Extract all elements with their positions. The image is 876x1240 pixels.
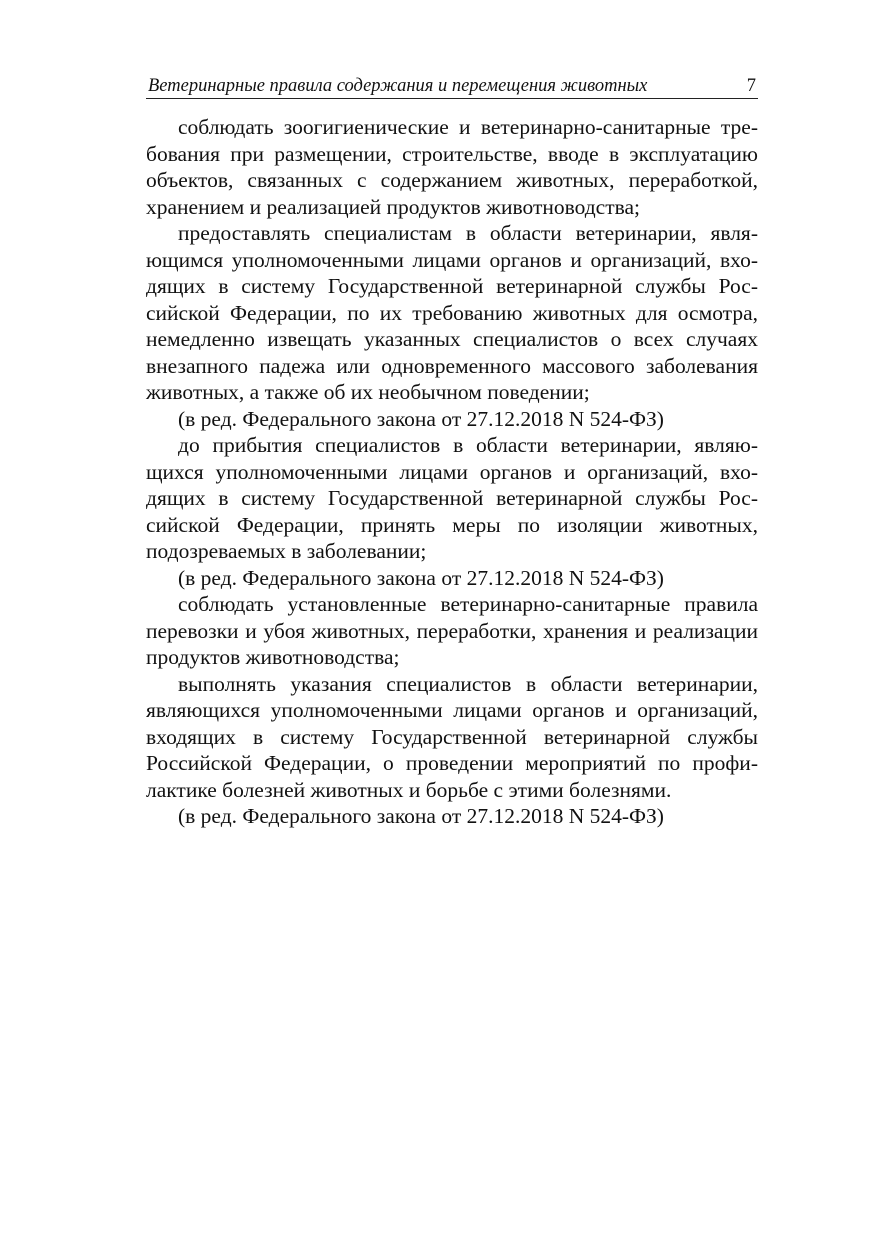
- paragraph-amendment-note: (в ред. Федерального закона от 27.12.2018 N 524-ФЗ): [178, 406, 664, 431]
- running-header: [146, 72, 758, 99]
- paragraph-sanitary-requirements: соблюдать зоогигиенические и ветеринарно-санитарные требования при размещении, строительстве, вводе в эксплуатацию объектов, связанных с содержанием животных, переработкой, хранением и реализацией продуктов животноводства;: [146, 115, 758, 219]
- paragraph-amendment-note: (в ред. Федерального закона от 27.12.2018 N 524-ФЗ): [178, 565, 664, 590]
- paragraph-amendment-note: (в ред. Федерального закона от 27.12.2018 N 524-ФЗ): [178, 804, 664, 828]
- paragraph-transport-slaughter-rules: соблюдать установленные ветеринарно-санитарные правила перевозки и убоя животных, переработки, хранения и реализации продуктов животноводства;: [146, 592, 758, 669]
- paragraph-provide-animals-inspection: предоставлять специалистам в области ветеринарии, являющимся уполномоченными лицами органов и организаций, входящих в систему Государственной ветеринарной службы Российской Федерации, по их требованию животных для осмотра, немедленно извещать указанных специалистов о всех случаях внезапного падежа или одновременного массового заболевания животных, а также об их необычном поведении;: [146, 221, 758, 404]
- body-text: [146, 114, 758, 830]
- paragraph-follow-instructions: выполнять указания специалистов в области ветеринарии, являющихся уполномоченными лицами органов и организаций, входящих в систему Государственной ветеринарной службы Российской Федерации, о проведении мероприятий по профилактике болезней животных и борьбе с этими болезнями.: [146, 671, 758, 802]
- paragraph-isolation-measures: до прибытия специалистов в области ветеринарии, являющихся уполномоченными лицами органов и организаций, входящих в систему Государственной ветеринарной службы Российской Федерации, принять меры по изоляции животных, подозреваемых в заболевании;: [146, 433, 758, 563]
- page-number: 7: [746, 76, 756, 96]
- running-title: Ветеринарные правила содержания и перемещения животных: [148, 76, 648, 96]
